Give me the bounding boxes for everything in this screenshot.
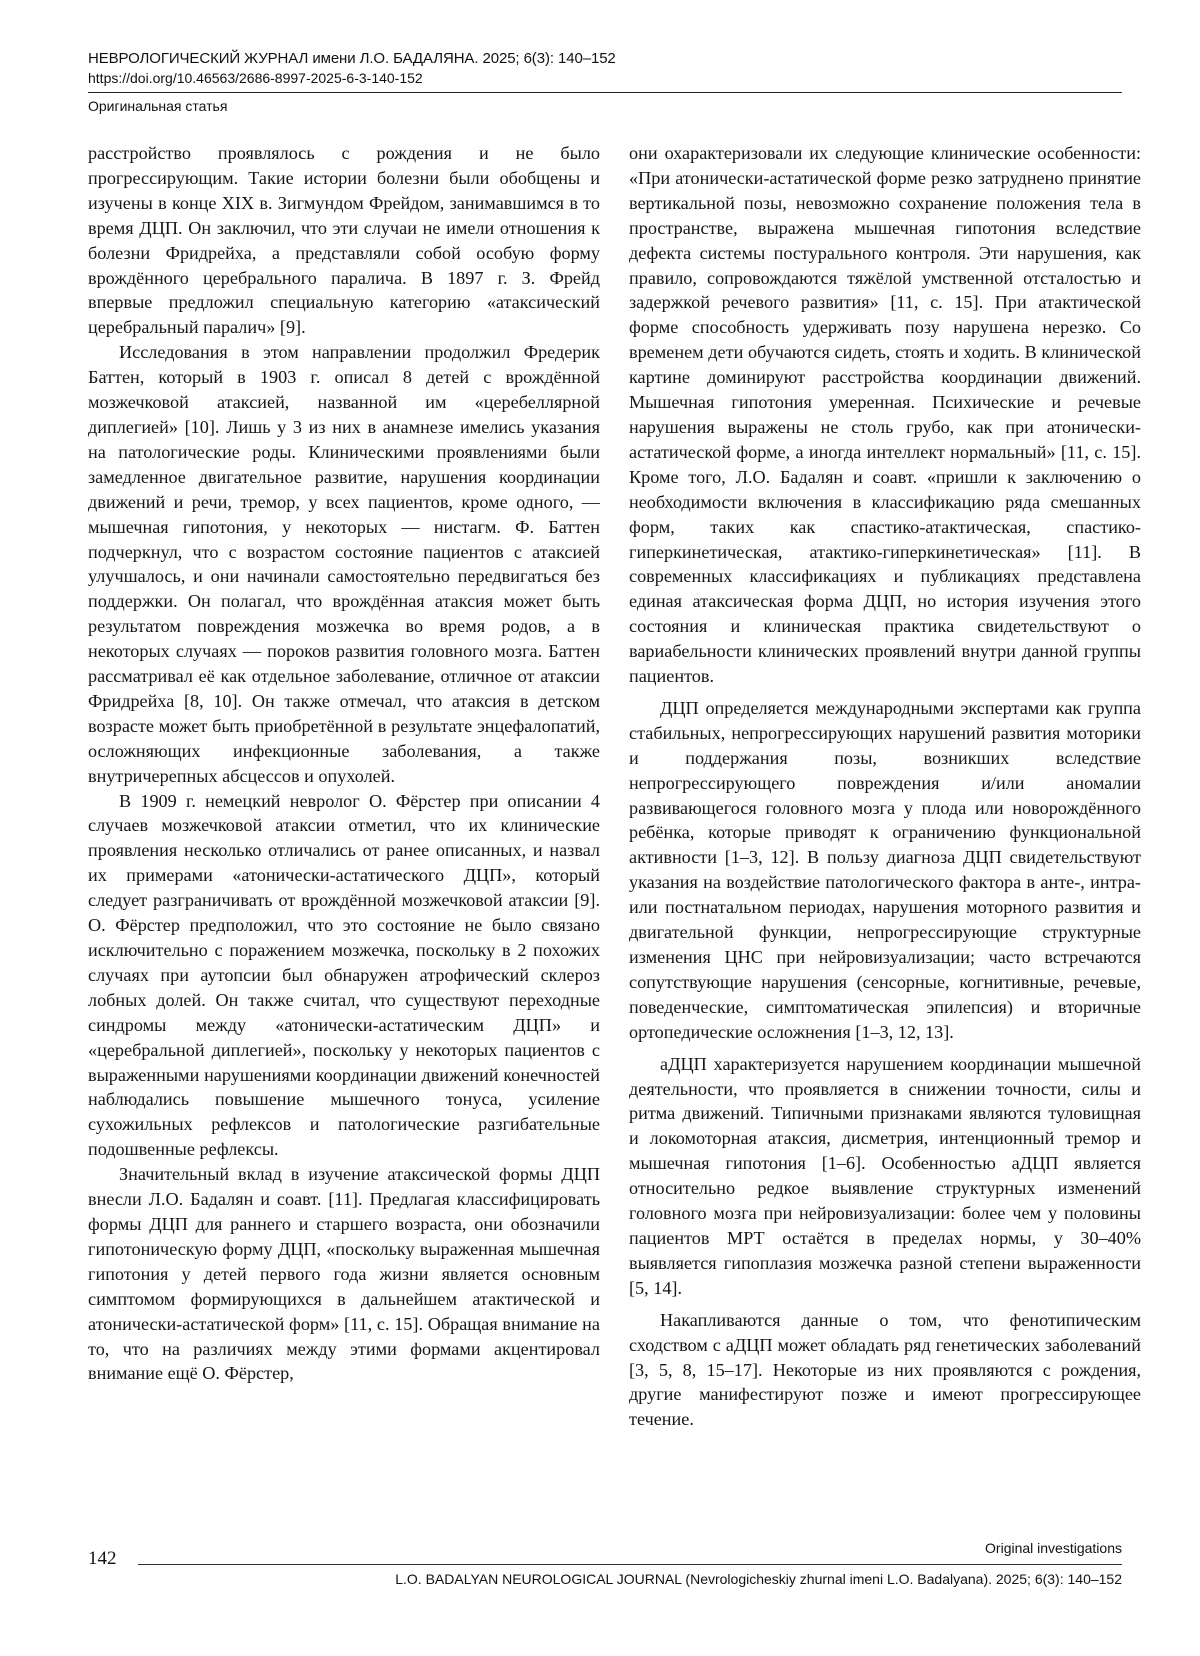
article-type-en: Original investigations xyxy=(985,1540,1122,1556)
paragraph: В 1909 г. немецкий невролог О. Фёрстер при описании 4 случаев мозжечковой атаксии отметил, что их клинические проявления несколько отличались от ранее описанных, и назвал их примерами «атонически-астатического ДЦП», который следует разграничивать от врождённой мозжечковой атаксии [9]. О. Фёрстер предположил, что это состояние не было связано исключительно с поражением мозжечка, поскольку в 2 похожих случаях при аутопсии был обнаружен атрофический склероз лобных долей. Он также считал, что существуют переходные синдромы между «атонически-астатическим ДЦП» и «церебральной диплегией», поскольку у некоторых пациентов с выраженными нарушениями координации движений конечностей наблюдались повышение мышечного тонуса, усиление сухожильных рефлексов и патологические разгибательные подошвенные рефлексы. xyxy=(88,790,600,1160)
header-divider xyxy=(88,92,1122,93)
doi-link[interactable]: https://doi.org/10.46563/2686-8997-2025-6-3-140-152 xyxy=(88,70,423,86)
text-column-left xyxy=(88,141,600,1386)
paragraph: они охарактеризовали их следующие клинические особенности: «При атонически-астатической форме резко затруднено принятие вертикальной позы, невозможно сохранение положения тела в пространстве, выражена мышечная гипотония вследствие дефекта системы постурального контроля. Эти нарушения, как правило, сопровождаются тяжёлой умственной отсталостью и задержкой речевого развития» [11, с. 15]. При атактической форме способность удерживать позу нарушена нерезко. Со временем дети обучаются сидеть, стоять и ходить. В клинической картине доминируют расстройства координации движений. Мышечная гипотония умеренная. Психические и речевые нарушения выражены не столь грубо, как при атонически-астатической форме, а иногда интеллект нормальный» [11, с. 15]. Кроме того, Л.О. Бадалян и соавт. «пришли к заключению о необходимости включения в классификацию ряда смешанных форм, таких как спастико-атактическая, спастико-гиперкинетическая, атактико-гиперкинетическая» [11]. В современных классификациях и публикациях представлена единая атаксическая форма ДЦП, но история изучения этого состояния и клиническая практика свидетельствуют о вариабельности клинических проявлений внутри данной группы пациентов. xyxy=(629,143,1141,687)
paragraph: ДЦП определяется международными экспертами как группа стабильных, непрогрессирующих нарушений развития моторики и поддержания позы, возникших вследствие непрогрессирующего повреждения и/или аномалии развивающегося головного мозга у плода или новорождённого ребёнка, которые приводят к ограничению функциональной активности [1–3, 12]. В пользу диагноза ДЦП свидетельствуют указания на воздействие патологического фактора в анте-, интра- или постнатальном периодах, нарушения моторного развития и двигательной функции, непрогрессирующие структурные изменения ЦНС при нейровизуализации; часто встречаются сопутствующие нарушения (сенсорные, когнитивные, речевые, поведенческие, симптоматическая эпилепсия) и вторичные ортопедические осложнения [1–3, 12, 13]. xyxy=(629,697,1141,1042)
article-type: Оригинальная статья xyxy=(88,98,228,114)
paragraph: Значительный вклад в изучение атаксической формы ДЦП внесли Л.О. Бадалян и соавт. [11]. Предлагая классифицировать формы ДЦП для раннего и старшего возраста, они обозначили гипотоническую форму ДЦП, «поскольку выраженная мышечная гипотония у детей первого года жизни является основным симптомом формирующихся в дальнейшем атактической и атонически-астатической форм» [11, с. 15]. Обращая внимание на то, что на различиях между этими формами акцентировал внимание ещё О. Фёрстер, xyxy=(88,1164,600,1384)
page-number: 142 xyxy=(88,1548,117,1569)
paragraph: Накапливаются данные о том, что фенотипическим сходством с аДЦП может обладать ряд генетических заболеваний [3, 5, 8, 15–17]. Некоторые из них проявляются с рождения, другие манифестируют позже и имеют прогрессирующее течение. xyxy=(629,1309,1141,1430)
text-column-right xyxy=(629,141,1141,1432)
paragraph: Исследования в этом направлении продолжил Фредерик Баттен, который в 1903 г. описал 8 детей с врождённой мозжечковой атаксией, названной им «церебеллярной диплегией» [10]. Лишь у 3 из них в анамнезе имелись указания на патологические роды. Клиническими проявлениями были замедленное двигательное развитие, нарушения координации движений и речи, тремор, у всех пациентов, кроме одного, — мышечная гипотония, у некоторых — нистагм. Ф. Баттен подчеркнул, что с возрастом состояние пациентов с атаксией улучшалось, и они начинали самостоятельно передвигаться без поддержки. Он полагал, что врождённая атаксия может быть результатом повреждения мозжечка во время родов, а в некоторых случаях — пороков развития головного мозга. Баттен рассматривал её как отдельное заболевание, отличное от атаксии Фридрейха [8, 10]. Он также отмечал, что атаксия в детском возрасте может быть приобретённой в результате энцефалопатий, осложняющих инфекционные заболевания, а также внутричерепных абсцессов и опухолей. xyxy=(88,342,600,786)
paragraph: аДЦП характеризуется нарушением координации мышечной деятельности, что проявляется в снижении точности, силы и ритма движений. Типичными признаками являются туловищная и локомоторная атаксия, дисметрия, интенционный тремор и мышечная гипотония [1–6]. Особенностью аДЦП является относительно редкое выявление структурных изменений головного мозга при нейровизуализации: более чем у половины пациентов МРТ остаётся в пределах нормы, у 30–40% выявляется гипоплазия мозжечка разной степени выраженности [5, 14]. xyxy=(629,1053,1141,1298)
paragraph: расстройство проявлялось с рождения и не было прогрессирующим. Такие истории болезни были обобщены и изучены в конце XIX в. Зигмундом Фрейдом, занимавшимся в то время ДЦП. Он заключил, что эти случаи не имели отношения к болезни Фридрейха, а представляли собой особую форму врождённого церебрального паралича. В 1897 г. З. Фрейд впервые предложил специальную категорию «атаксический церебральный паралич» [9]. xyxy=(88,143,600,338)
footer-divider xyxy=(138,1564,1122,1565)
journal-footer: L.O. BADALYAN NEUROLOGICAL JOURNAL (Nevrologicheskiy zhurnal imeni L.O. Badalyana). 2025; 6(3): 140–152 xyxy=(395,1571,1122,1587)
journal-header: НЕВРОЛОГИЧЕСКИЙ ЖУРНАЛ имени Л.О. БАДАЛЯНА. 2025; 6(3): 140–152 xyxy=(88,50,616,67)
